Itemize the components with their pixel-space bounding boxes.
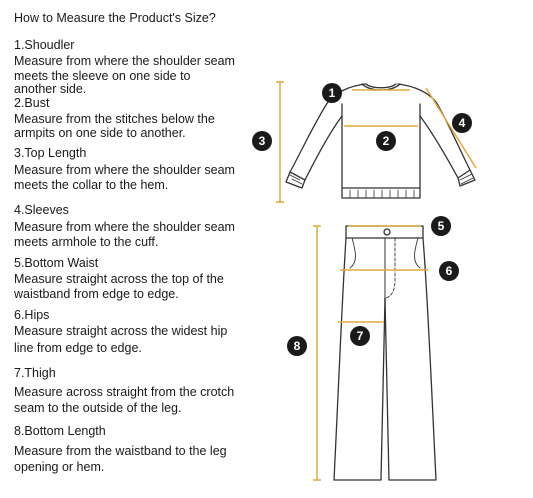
- badge-5: [431, 216, 451, 236]
- heading-thigh: 7.Thigh: [14, 366, 56, 380]
- desc-shoulder-1: Measure from where the shoulder seam: [14, 54, 235, 68]
- badge-4: [452, 113, 472, 133]
- heading-bottom-waist: 5.Bottom Waist: [14, 256, 99, 270]
- desc-thigh-2: seam to the outside of the leg.: [14, 401, 182, 415]
- badge-label-4: 4: [458, 116, 466, 130]
- desc-hips-2: line from edge to edge.: [14, 341, 142, 355]
- desc-bottom-length-2: opening or hem.: [14, 460, 105, 474]
- desc-hips-1: Measure straight across the widest hip: [14, 324, 228, 338]
- desc-thigh-1: Measure across straight from the crotch: [14, 385, 235, 399]
- heading-sleeves: 4.Sleeves: [14, 203, 69, 217]
- desc-bottom-waist-1: Measure straight across the top of the: [14, 272, 224, 286]
- badge-3: [252, 131, 272, 151]
- badge-label-2: 2: [382, 134, 390, 148]
- badge-7: [350, 326, 370, 346]
- badge-1: [322, 83, 342, 103]
- badge-label-5: 5: [437, 219, 445, 233]
- desc-shoulder-2: meets the sleeve on one side to: [14, 69, 191, 83]
- heading-top-length: 3.Top Length: [14, 146, 87, 160]
- desc-bottom-length-1: Measure from the waistband to the leg: [14, 444, 227, 458]
- badge-label-7: 7: [356, 329, 364, 343]
- desc-top-length-2: meets the collar to the hem.: [14, 178, 169, 192]
- pants-illustration: [334, 226, 436, 480]
- badge-label-6: 6: [445, 264, 453, 278]
- badge-8: [287, 336, 307, 356]
- heading-bust: 2.Bust: [14, 96, 50, 110]
- desc-bottom-waist-2: waistband from edge to edge.: [14, 287, 179, 301]
- heading-shoulder: 1.Shoudler: [14, 38, 75, 52]
- badge-label-1: 1: [328, 86, 336, 100]
- desc-sleeves-2: meets armhole to the cuff.: [14, 235, 159, 249]
- page-title: How to Measure the Product's Size?: [14, 11, 216, 25]
- heading-hips: 6.Hips: [14, 308, 50, 322]
- badge-label-3: 3: [258, 134, 266, 148]
- badge-6: [439, 261, 459, 281]
- badge-2: [376, 131, 396, 151]
- desc-top-length-1: Measure from where the shoulder seam: [14, 163, 235, 177]
- desc-sleeves-1: Measure from where the shoulder seam: [14, 220, 235, 234]
- heading-bottom-length: 8.Bottom Length: [14, 424, 106, 438]
- badge-label-8: 8: [293, 339, 301, 353]
- desc-bust-2: armpits on one side to another.: [14, 126, 186, 140]
- desc-shoulder-3: another side.: [14, 82, 87, 96]
- desc-bust-1: Measure from the stitches below the: [14, 112, 215, 126]
